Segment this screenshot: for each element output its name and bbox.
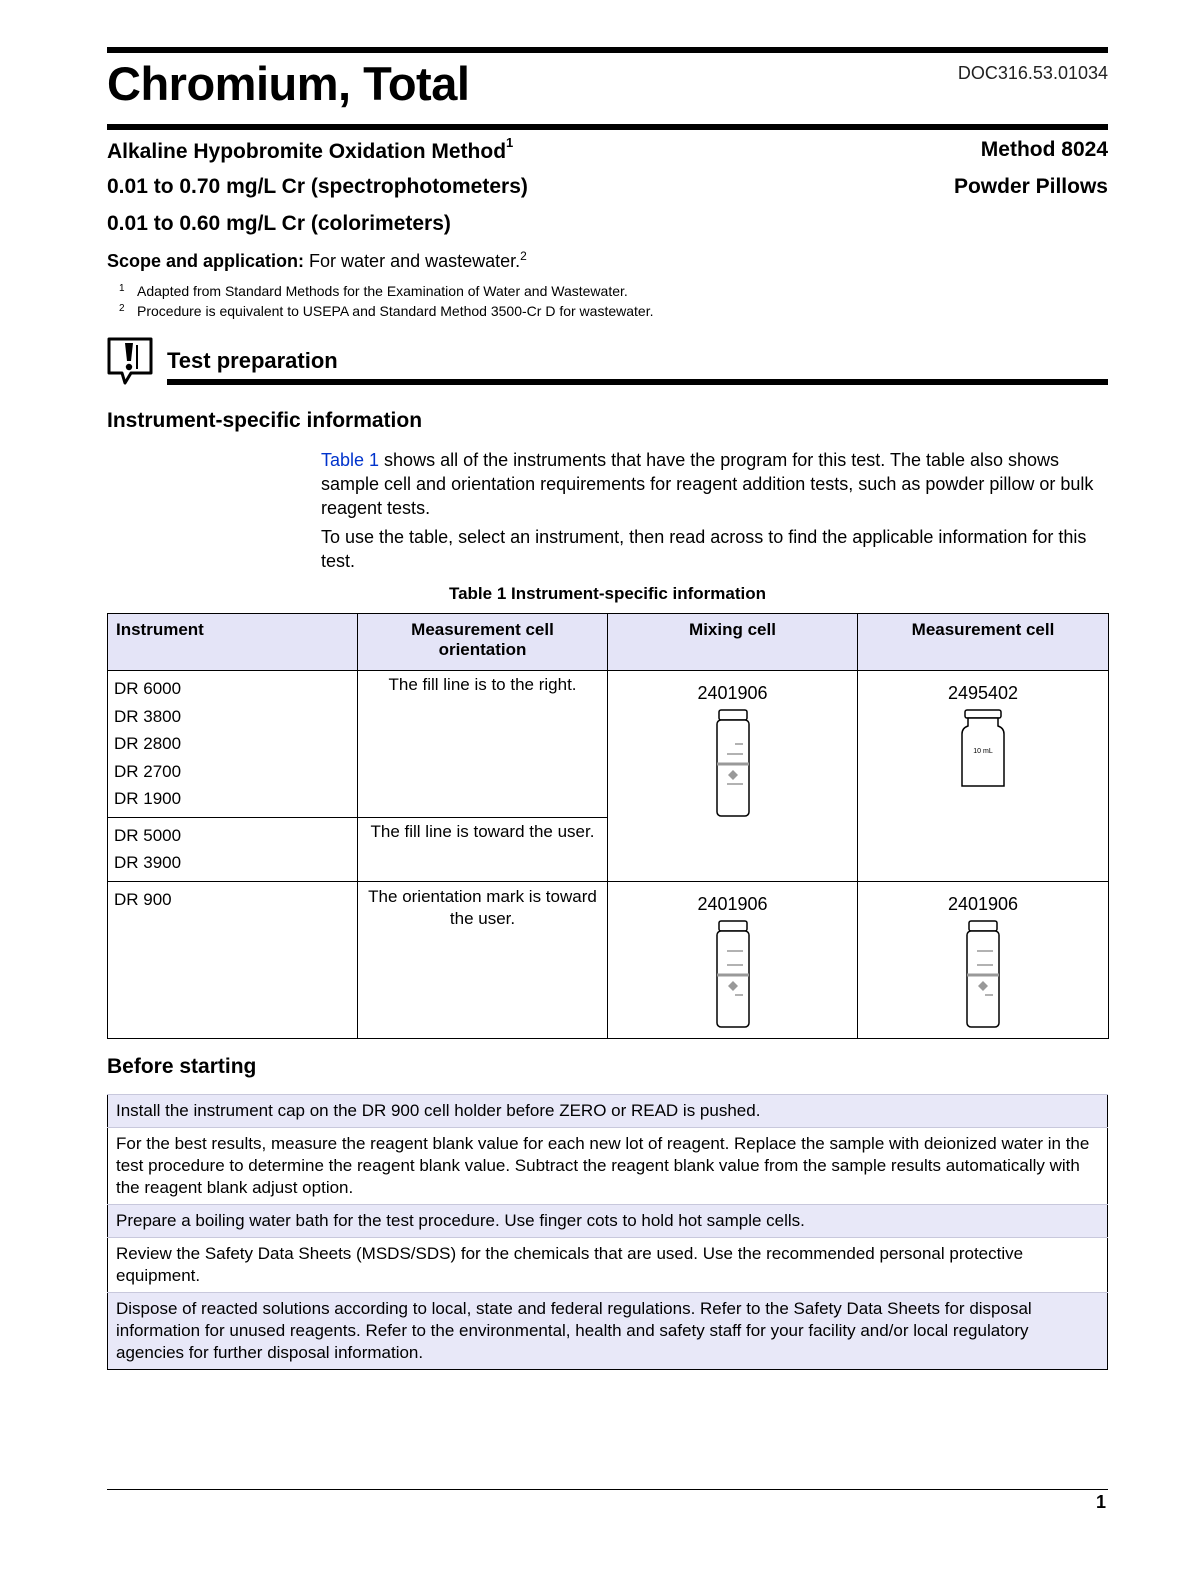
page-number: 1 (1095, 1492, 1106, 1512)
range-row-spectro (107, 175, 1108, 199)
sample-cell-icon (958, 708, 1008, 790)
col-header-instrument: Instrument (108, 614, 358, 671)
part-number: 2401906 (697, 683, 768, 703)
vial-icon (713, 708, 753, 818)
footnote: 1 Adapted from Standard Methods for the Examination of Water and Wastewater. (119, 283, 628, 299)
sample-cell-volume: 10 mL (973, 748, 993, 755)
intro-paragraph (321, 448, 1111, 520)
note-row: Dispose of reacted solutions according to local, state and federal regulations. Refer to the Safety Data Sheets for disposal information for unused reagents. Refer to the environmental, health and safety staff for your facility and/or local regulatory agencies for further disposal information. (108, 1293, 1108, 1370)
measurement-cell (858, 671, 1109, 882)
page-title: Chromium, Total (107, 57, 470, 110)
method-footnote-ref: 1 (506, 135, 514, 150)
mixing-cell (608, 881, 858, 1038)
scope-footnote-ref: 2 (520, 249, 527, 263)
intro-text: shows all of the instruments that have the program for this test. The table also shows sample cell and orientation requirements for reagent addition tests, such as powder pillow or bulk reagent tests. (321, 450, 1094, 518)
instrument-cell: DR 6000 DR 3800 DR 2800 DR 2700 DR 1900 (108, 671, 358, 818)
scope-line (107, 249, 527, 272)
col-header-measurement-cell: Measurement cell (858, 614, 1109, 671)
before-starting-table (107, 1094, 1108, 1370)
table-caption: Table 1 Instrument-specific information (448, 584, 767, 603)
orientation-cell: The fill line is to the right. (358, 671, 608, 818)
orientation-cell: The fill line is toward the user. (358, 817, 608, 881)
section-rule (167, 379, 1108, 385)
part-number: 2401906 (947, 893, 1019, 914)
measurement-cell (858, 881, 1109, 1038)
col-header-mixing-cell: Mixing cell (608, 614, 858, 671)
vial-icon (713, 919, 753, 1029)
doc-number: DOC316.53.01034 (957, 63, 1108, 83)
top-rule (107, 47, 1108, 53)
note-row: For the best results, measure the reagent blank value for each new lot of reagent. Replace the sample with deionized water in the test procedure to determine the reagent blank value. Subtract the reagent blank value from the sample results automatically with the reagent blank adjust option. (108, 1128, 1108, 1205)
instrument-table (107, 613, 1109, 1039)
footnote-text: Procedure is equivalent to USEPA and Standard Method 3500-Cr D for wastewater. (137, 303, 654, 319)
method-number: Method 8024 (980, 138, 1108, 161)
col-header-orientation: Measurement cell orientation (358, 614, 608, 671)
part-number: 2495402 (947, 683, 1019, 703)
note-row: Install the instrument cap on the DR 900 cell holder before ZERO or READ is pushed. (108, 1095, 1108, 1128)
table-1-link[interactable]: Table 1 (321, 450, 380, 470)
instrument-cell: DR 5000 DR 3900 (108, 817, 358, 881)
footnote-text: Adapted from Standard Methods for the Examination of Water and Wastewater. (137, 283, 628, 299)
title-rule (107, 124, 1108, 130)
method-row (107, 135, 1108, 164)
footnote: 2 Procedure is equivalent to USEPA and Standard Method 3500-Cr D for wastewater. (119, 303, 654, 319)
orientation-cell: The orientation mark is toward the user. (358, 881, 608, 1038)
vial-icon (963, 919, 1003, 1029)
usage-paragraph: To use the table, select an instrument, then read across to find the applicable information for this test. (321, 527, 1087, 571)
before-starting-heading: Before starting (107, 1055, 257, 1078)
scope-label: Scope and application: (107, 251, 305, 271)
instrument-cell: DR 900 (108, 881, 358, 1038)
range-row-colori (107, 212, 1108, 236)
table-row (108, 671, 1109, 818)
clipboard-alert-icon (107, 337, 155, 385)
method-name: Alkaline Hypobromite Oxidation Method (107, 140, 507, 163)
note-row: Review the Safety Data Sheets (MSDS/SDS) for the chemicals that are used. Use the recommended personal protective equipment. (108, 1238, 1108, 1293)
note-row: Prepare a boiling water bath for the test procedure. Use finger cots to hold hot sample cells. (108, 1205, 1108, 1238)
scope-text: For water and wastewater. (309, 251, 521, 271)
range-colori: 0.01 to 0.60 mg/L Cr (colorimeters) (107, 212, 451, 235)
section-title: Test preparation (167, 348, 338, 373)
range-spectro: 0.01 to 0.70 mg/L Cr (spectrophotometers) (107, 175, 528, 198)
footer-rule (107, 1489, 1108, 1490)
table-row (108, 881, 1109, 1038)
method-format: Powder Pillows (953, 175, 1108, 198)
document-page (107, 0, 1108, 1596)
table-header-row (108, 614, 1109, 671)
mixing-cell (608, 671, 858, 882)
instrument-info-heading: Instrument-specific information (107, 409, 423, 432)
part-number: 2401906 (697, 893, 768, 914)
